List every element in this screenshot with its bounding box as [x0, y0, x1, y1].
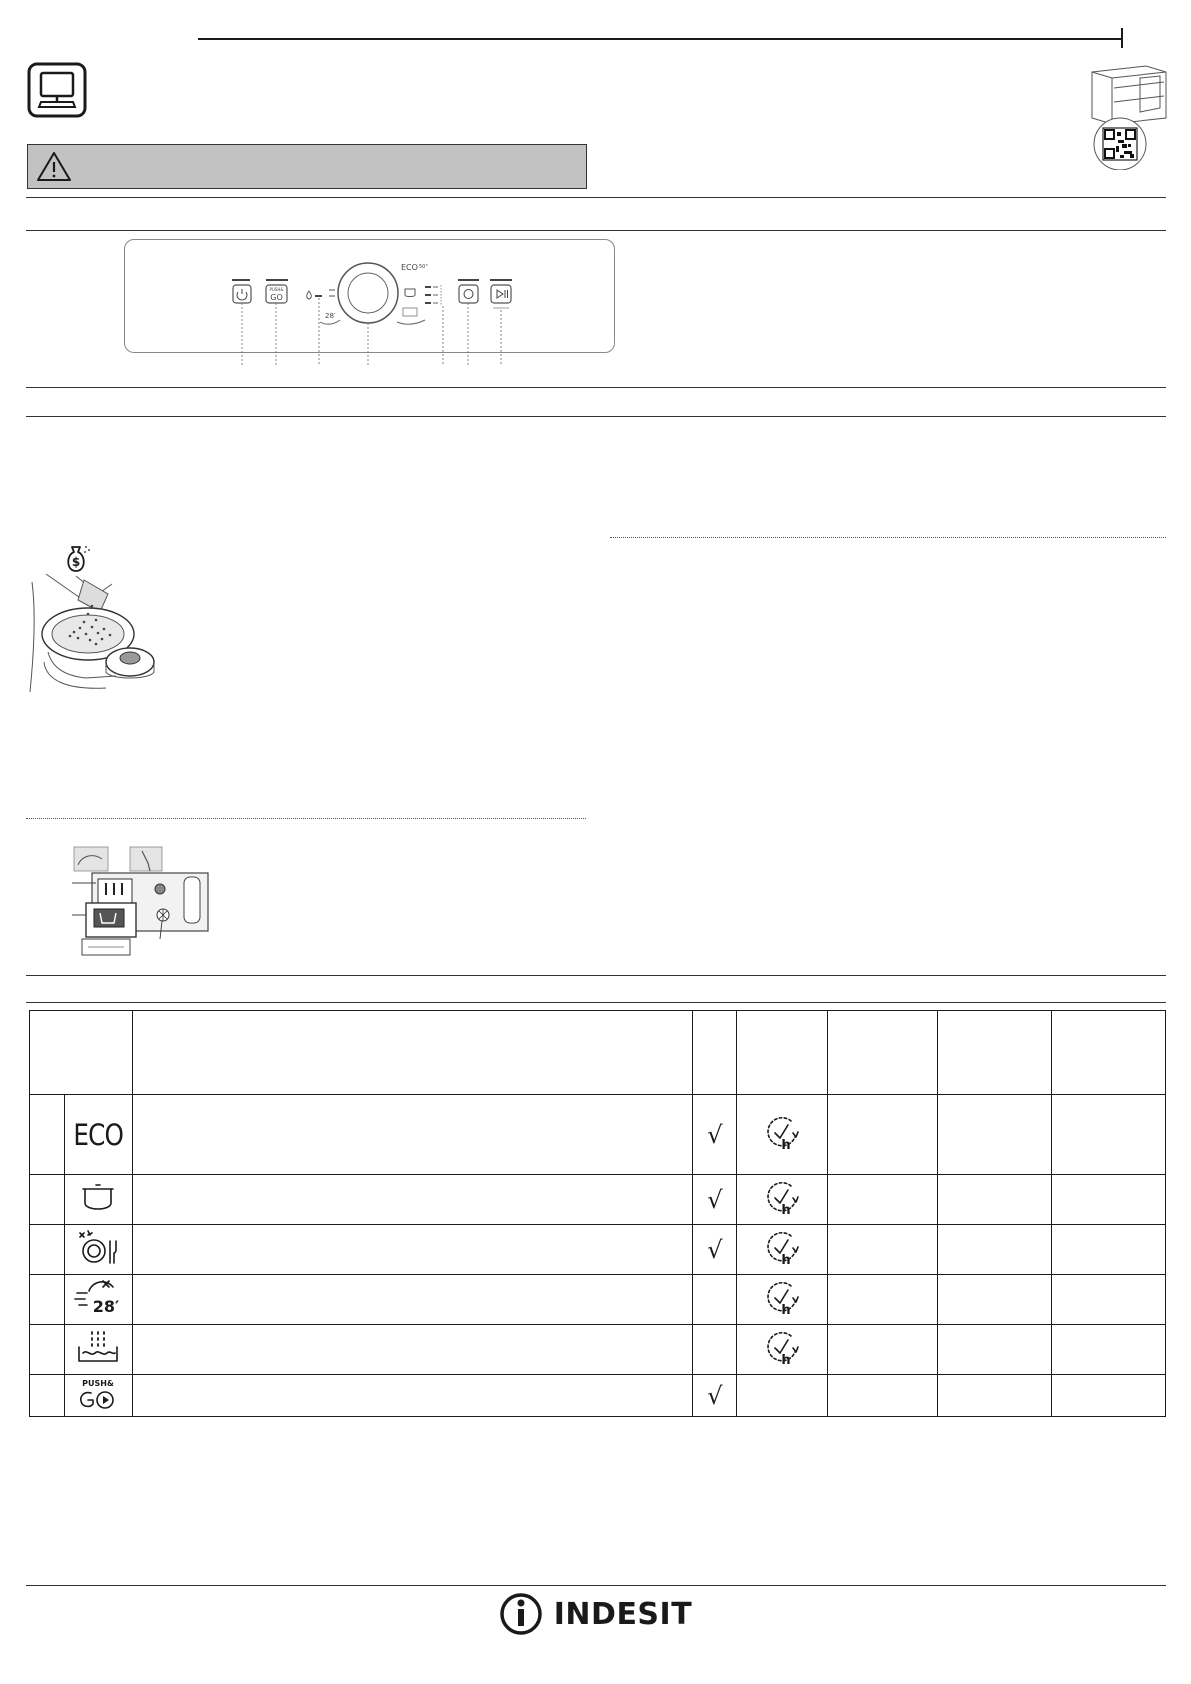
svg-text:h: h	[781, 1202, 791, 1218]
soak-icon	[64, 1325, 132, 1375]
row-water	[938, 1275, 1052, 1325]
daily-dishes-icon	[64, 1225, 132, 1275]
warning-bar	[27, 144, 587, 189]
delay-start-icon	[737, 1175, 828, 1225]
row-tick: √	[693, 1225, 737, 1275]
quick-28-icon	[64, 1275, 132, 1325]
row-water	[938, 1325, 1052, 1375]
row-water	[938, 1225, 1052, 1275]
svg-text:h: h	[781, 1137, 791, 1153]
row-description	[132, 1325, 692, 1375]
row-water	[938, 1375, 1052, 1417]
section-rule-6	[26, 1002, 1166, 1003]
row-description	[132, 1095, 692, 1175]
footer-rule	[26, 1585, 1166, 1586]
row-number	[30, 1225, 65, 1275]
header-cell-push-go	[693, 1011, 737, 1095]
delay-start-icon	[737, 1275, 828, 1325]
row-delay	[737, 1375, 828, 1417]
eco-icon	[64, 1095, 132, 1175]
header-cell-duration	[828, 1011, 938, 1095]
svg-text:$: $	[71, 555, 81, 569]
row-description	[132, 1225, 692, 1275]
row-duration	[828, 1095, 938, 1175]
row-energy	[1052, 1175, 1166, 1225]
header-cell-energy	[1052, 1011, 1166, 1095]
panel-eco-temp: 50°	[419, 264, 428, 270]
dotted-divider-left	[26, 818, 586, 819]
svg-text:h: h	[781, 1252, 791, 1268]
table-row	[30, 1275, 1166, 1325]
quick-28-label: 28′	[93, 1296, 120, 1316]
row-tick	[693, 1275, 737, 1325]
salt-refill-illustration	[26, 572, 164, 696]
delay-start-icon	[737, 1225, 828, 1275]
table-row	[30, 1225, 1166, 1275]
warning-triangle-icon	[36, 151, 72, 182]
row-tick: √	[693, 1095, 737, 1175]
section-rule-2	[26, 230, 1166, 231]
row-duration	[828, 1325, 938, 1375]
computer-icon	[27, 62, 87, 118]
detergent-dispenser-illustration	[72, 845, 214, 957]
header-cell-delay	[737, 1011, 828, 1095]
push-and-go-icon	[64, 1375, 132, 1417]
push-and-go-label: PUSH&	[82, 1378, 115, 1388]
row-number	[30, 1095, 65, 1175]
panel-push-go-top: PUSH&	[269, 287, 284, 292]
row-description	[132, 1175, 692, 1225]
indesit-logo-mark	[499, 1592, 543, 1636]
row-number	[30, 1325, 65, 1375]
dishwasher-qr-illustration	[1074, 58, 1172, 170]
row-energy	[1052, 1225, 1166, 1275]
table-header-row	[30, 1011, 1166, 1095]
row-energy	[1052, 1275, 1166, 1325]
row-duration	[828, 1375, 938, 1417]
svg-text:h: h	[781, 1352, 791, 1368]
section-rule-4	[26, 416, 1166, 417]
row-water	[938, 1095, 1052, 1175]
panel-push-go-main: GO	[270, 293, 283, 302]
row-number	[30, 1375, 65, 1417]
table-row	[30, 1325, 1166, 1375]
eco-label: ECO	[73, 1117, 124, 1152]
top-rule	[198, 38, 1123, 40]
svg-text:h: h	[781, 1302, 791, 1318]
row-description	[132, 1275, 692, 1325]
programme-table	[29, 1010, 1166, 1417]
delay-start-icon	[737, 1325, 828, 1375]
control-panel	[124, 239, 615, 353]
table-row	[30, 1175, 1166, 1225]
row-tick	[693, 1325, 737, 1375]
header-cell-water	[938, 1011, 1052, 1095]
section-rule-1	[26, 197, 1166, 198]
dotted-divider-right	[610, 537, 1166, 538]
intensive-pot-icon	[64, 1175, 132, 1225]
delay-start-icon	[737, 1095, 828, 1175]
header-cell-programme	[30, 1011, 133, 1095]
brand-logo	[0, 1592, 1191, 1636]
row-duration	[828, 1275, 938, 1325]
row-number	[30, 1275, 65, 1325]
row-duration	[828, 1175, 938, 1225]
panel-quick-label: 28′	[325, 312, 336, 320]
header-cell-description	[132, 1011, 692, 1095]
table-row	[30, 1095, 1166, 1175]
row-energy	[1052, 1375, 1166, 1417]
brand-name: INDESIT	[553, 1596, 693, 1632]
control-panel-drawing	[125, 240, 614, 380]
panel-eco-label: ECO	[401, 263, 418, 272]
row-duration	[828, 1225, 938, 1275]
section-rule-3	[26, 387, 1166, 388]
row-tick: √	[693, 1175, 737, 1225]
section-rule-5	[26, 975, 1166, 976]
row-water	[938, 1175, 1052, 1225]
salt-bag-icon	[64, 541, 94, 575]
row-energy	[1052, 1095, 1166, 1175]
row-energy	[1052, 1325, 1166, 1375]
row-number	[30, 1175, 65, 1225]
row-tick: √	[693, 1375, 737, 1417]
row-description	[132, 1375, 692, 1417]
top-rule-end	[1121, 28, 1123, 48]
table-row	[30, 1375, 1166, 1417]
